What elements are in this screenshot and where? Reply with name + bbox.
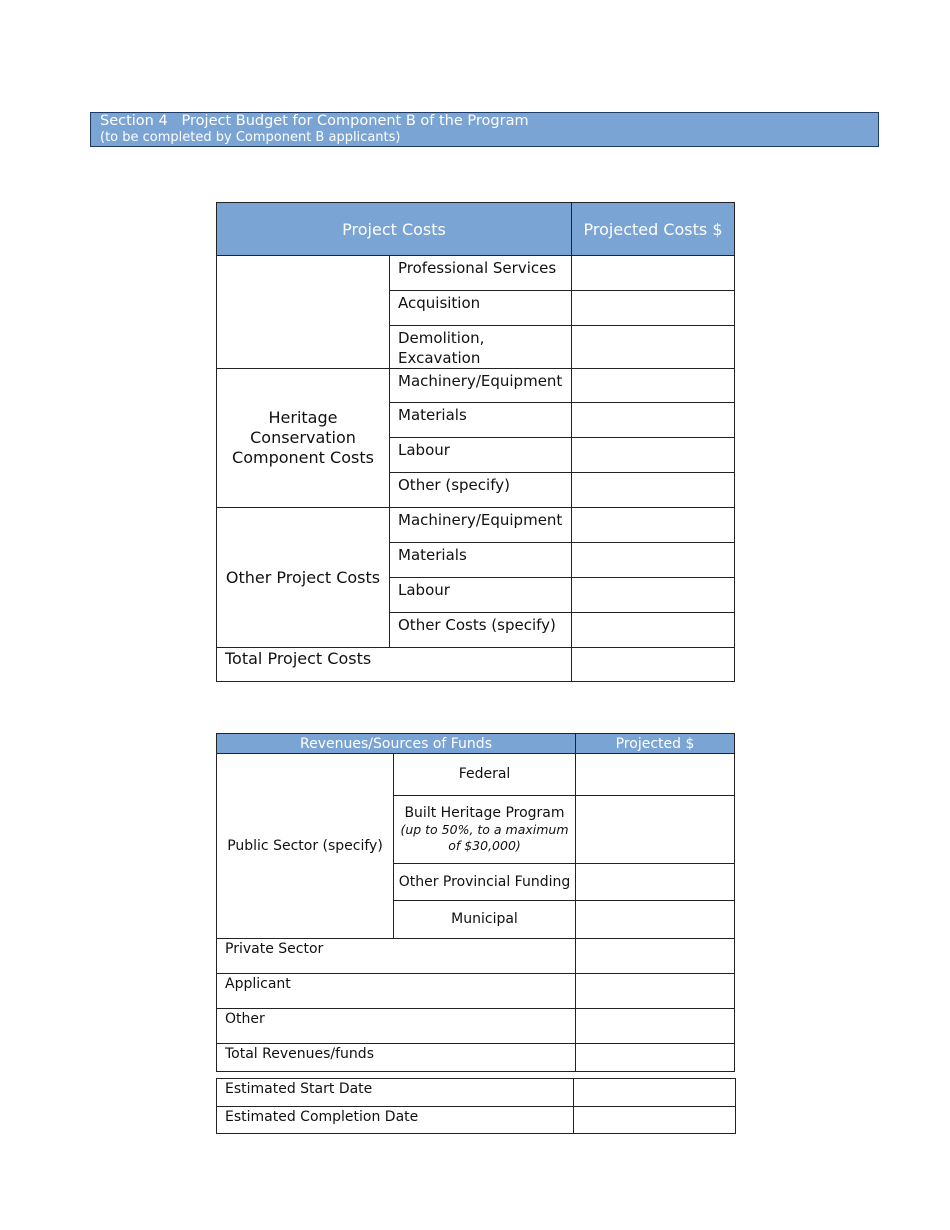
cost-item-materials: Materials [390,403,572,438]
total-revenues-label: Total Revenues/funds [217,1044,576,1072]
revenue-value-cell[interactable] [576,1009,735,1044]
cost-item-materials: Materials [390,543,572,578]
built-heritage-program-cell [394,796,576,864]
revenue-value-cell[interactable] [576,864,735,901]
cost-item-labour: Labour [390,438,572,473]
revenue-value-cell[interactable] [576,939,735,974]
total-project-costs-value[interactable] [572,648,735,682]
municipal-label: Municipal [394,901,576,939]
estimated-start-date-label: Estimated Start Date [217,1079,574,1107]
estimated-completion-date-label: Estimated Completion Date [217,1107,574,1134]
projected-costs-header: Projected Costs $ [572,203,735,256]
other-project-costs-group-label: Other Project Costs [217,508,390,648]
revenues-table [216,733,735,1072]
revenues-sources-header: Revenues/Sources of Funds [217,734,576,754]
group-blank-cell [217,256,390,369]
cost-item-labour: Labour [390,578,572,613]
cost-value-cell[interactable] [572,403,735,438]
total-project-costs-label: Total Project Costs [217,648,572,682]
cost-value-cell[interactable] [572,543,735,578]
cost-value-cell[interactable] [572,613,735,648]
section-subtitle: (to be completed by Component B applicants) [100,130,401,145]
cost-value-cell[interactable] [572,369,735,403]
cost-item-acquisition: Acquisition [390,291,572,326]
section-title: Section 4 Project Budget for Component B of the Program [100,113,529,129]
cost-value-cell[interactable] [572,438,735,473]
estimated-completion-date-value[interactable] [574,1107,736,1134]
revenue-value-cell[interactable] [576,796,735,864]
revenue-value-cell[interactable] [576,901,735,939]
heritage-conservation-group-label: Heritage Conservation Component Costs [217,369,390,508]
built-heritage-program-label: Built Heritage Program [404,805,565,821]
cost-item-machinery: Machinery/Equipment [390,369,572,403]
project-costs-header: Project Costs [217,203,572,256]
revenue-value-cell[interactable] [576,754,735,796]
cost-value-cell[interactable] [572,578,735,613]
revenue-value-cell[interactable] [576,974,735,1009]
federal-label: Federal [394,754,576,796]
total-revenues-value[interactable] [576,1044,735,1072]
cost-item-machinery: Machinery/Equipment [390,508,572,543]
cost-item-other-specify: Other (specify) [390,473,572,508]
built-heritage-program-note: (up to 50%, to a maximum of $30,000) [400,822,569,853]
cost-item-other-costs: Other Costs (specify) [390,613,572,648]
private-sector-label: Private Sector [217,939,576,974]
cost-value-cell[interactable] [572,326,735,369]
projected-header: Projected $ [576,734,735,754]
cost-value-cell[interactable] [572,508,735,543]
other-label: Other [217,1009,576,1044]
cost-item-demolition: Demolition, Excavation [390,326,572,369]
cost-value-cell[interactable] [572,291,735,326]
section-header [90,112,879,147]
estimated-start-date-value[interactable] [574,1079,736,1107]
cost-value-cell[interactable] [572,473,735,508]
dates-table [216,1078,736,1134]
cost-item-professional-services: Professional Services [390,256,572,291]
other-provincial-funding-label: Other Provincial Funding [394,864,576,901]
public-sector-label: Public Sector (specify) [217,754,394,939]
cost-value-cell[interactable] [572,256,735,291]
applicant-label: Applicant [217,974,576,1009]
project-costs-table [216,202,735,682]
